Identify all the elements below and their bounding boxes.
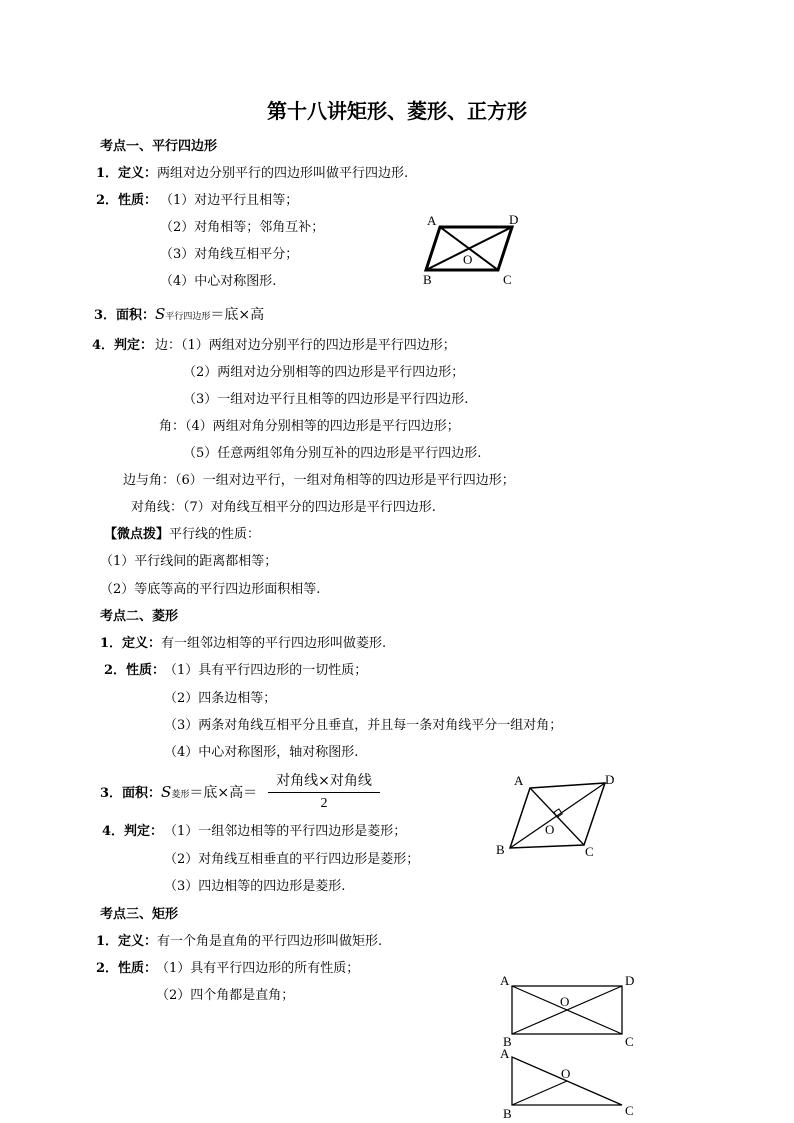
rhombus-figure	[490, 770, 625, 862]
area-formula	[94, 306, 264, 325]
judgement-item: （3）四边相等的四边形是菱形.	[164, 879, 346, 894]
property-item: （3）对角线互相平分；	[160, 247, 299, 262]
fraction-numerator: 对角线×对角线	[276, 773, 372, 789]
tip-item: （1）平行线间的距离都相等；	[100, 554, 278, 569]
vertex-label-a: A	[500, 973, 510, 988]
definition-text: 有一个角是直角的平行四边形叫做矩形.	[157, 934, 383, 949]
page-title: 第十八讲矩形、菱形、正方形	[267, 99, 527, 123]
area-symbol: S	[161, 783, 172, 801]
judgement-label: 4．判定：	[92, 338, 154, 353]
property-item: （1）具有平行四边形的所有性质；	[156, 961, 360, 976]
area-label: 3．面积：	[100, 786, 162, 801]
section-heading-parallelogram: 考点一、平行四边形	[100, 139, 218, 154]
vertex-label-a: A	[427, 213, 437, 228]
vertex-label-d: D	[625, 973, 635, 988]
property-item: （2）四条边相等；	[164, 691, 277, 706]
judgement-label: 4．判定：	[102, 824, 164, 839]
tip-text: 平行线的性质：	[169, 527, 261, 542]
fraction-denominator: 2	[320, 796, 328, 811]
property-item: （4）中心对称图形，轴对称图形.	[164, 745, 359, 760]
properties-label: 2．性质：	[104, 663, 166, 678]
vertex-label-c: C	[625, 1103, 634, 1118]
center-label-o: O	[545, 822, 555, 837]
definition-label: 1．定义：	[96, 934, 158, 949]
property-item: （1）对边平行且相等；	[160, 193, 299, 208]
judgement-item: 边：（1）两组对边分别平行的四边形是平行四边形；	[155, 338, 456, 353]
area-subscript: 菱形	[171, 790, 190, 800]
area-rhs: ＝底×高	[210, 307, 265, 323]
fraction-bar	[268, 792, 380, 793]
definition-label: 1．定义：	[96, 166, 158, 181]
judgement-item: 边与角：（6）一组对边平行，一组对角相等的四边形是平行四边形；	[123, 473, 515, 488]
property-item: （2）对角相等；邻角互补；	[160, 220, 325, 235]
judgement-item: （2）两组对边分别相等的四边形是平行四边形；	[183, 365, 465, 380]
definition-text: 有一组邻边相等的平行四边形叫做菱形.	[161, 636, 387, 651]
vertex-label-c: C	[585, 844, 594, 859]
vertex-label-c: C	[503, 272, 512, 287]
definition-row	[96, 166, 408, 182]
tip-item: （2）等底等高的平行四边形面积相等.	[100, 582, 321, 597]
rectangle-figure	[495, 970, 645, 1050]
vertex-label-b: B	[423, 272, 432, 287]
judgement-item: （5）任意两组邻角分别互补的四边形是平行四边形.	[183, 446, 482, 461]
diagonal-bd	[510, 783, 605, 848]
vertex-label-b: B	[496, 842, 505, 857]
judgement-item: 角：（4）两组对角分别相等的四边形是平行四边形；	[159, 419, 460, 434]
tip-label: 【微点拨】	[104, 527, 170, 542]
definition-label: 1．定义：	[100, 636, 162, 651]
vertex-label-b: B	[503, 1034, 512, 1049]
center-label-o: O	[463, 252, 473, 267]
property-item: （1）具有平行四边形的一切性质；	[164, 663, 368, 678]
property-item: （2）四个角都是直角；	[156, 988, 295, 1003]
judgement-item: （3）一组对边平行且相等的四边形是平行四边形.	[183, 392, 469, 407]
tip-row	[104, 527, 260, 543]
property-item: （3）两条对角线互相平分且垂直，并且每一条对角线平分一组对角；	[164, 718, 563, 733]
definition-row	[96, 934, 382, 950]
vertex-label-c: C	[625, 1034, 634, 1049]
property-item: （4）中心对称图形.	[160, 274, 277, 289]
area-fraction	[268, 772, 380, 813]
area-formula	[100, 784, 257, 803]
center-label-o: O	[560, 994, 570, 1009]
judgement-item: 对角线：（7）对角线互相平分的四边形是平行四边形.	[131, 500, 436, 515]
definition-row	[100, 636, 386, 652]
vertex-label-b: B	[503, 1106, 512, 1121]
area-symbol: S	[155, 305, 166, 323]
section-heading-rhombus: 考点二、菱形	[100, 609, 179, 624]
midpoint-label-o: O	[561, 1066, 571, 1081]
vertex-label-d: D	[605, 772, 615, 787]
right-triangle-figure	[495, 1043, 645, 1121]
properties-label: 2．性质：	[96, 961, 158, 976]
vertex-label-a: A	[514, 773, 524, 788]
definition-text: 两组对边分别平行的四边形叫做平行四边形.	[157, 166, 409, 181]
section-heading-rectangle: 考点三、矩形	[100, 907, 179, 922]
vertex-label-d: D	[509, 212, 519, 227]
parallelogram-figure	[418, 210, 530, 290]
judgement-item: （1）一组邻边相等的平行四边形是菱形；	[164, 824, 407, 839]
judgement-item: （2）对角线互相垂直的平行四边形是菱形；	[164, 852, 420, 867]
area-label: 3．面积：	[94, 308, 156, 323]
area-subscript: 平行四边形	[165, 312, 211, 322]
area-mid: ＝底×高＝	[189, 785, 258, 801]
properties-label: 2．性质：	[96, 193, 158, 208]
median-bo	[512, 1081, 567, 1105]
vertex-label-a: A	[500, 1046, 510, 1061]
